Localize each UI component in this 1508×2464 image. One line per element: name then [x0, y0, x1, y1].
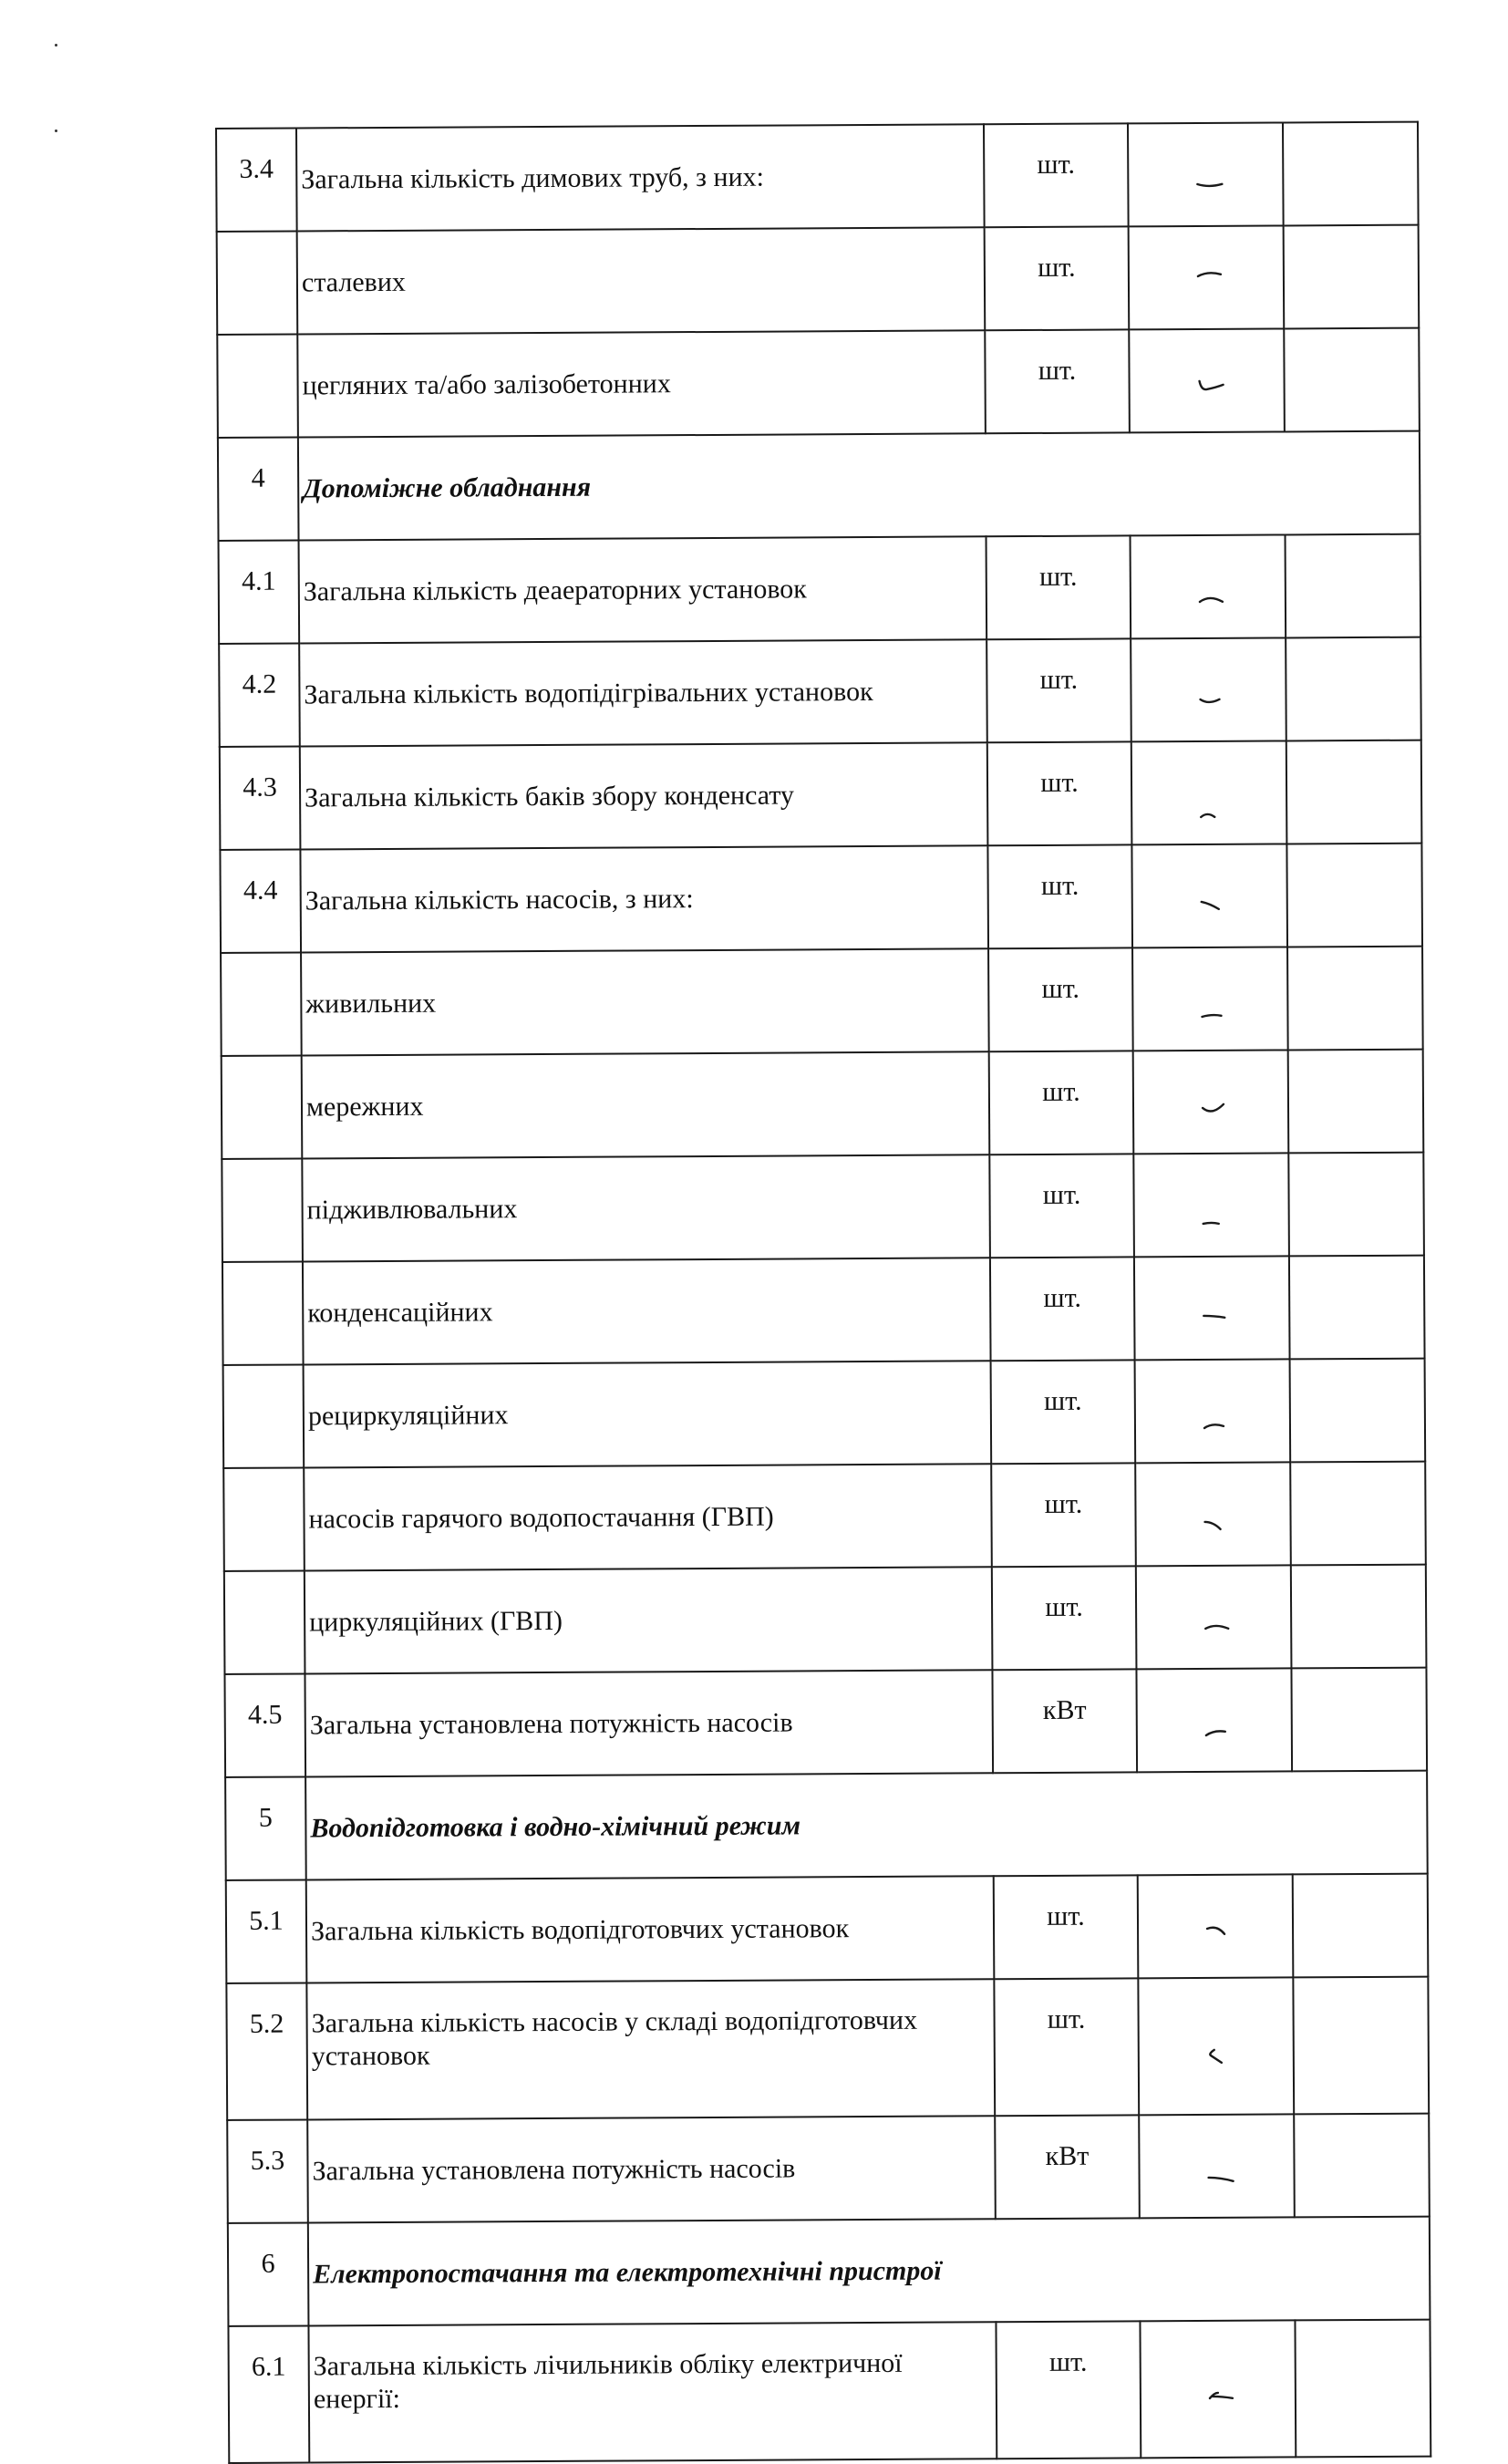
- empty-cell: [1287, 947, 1423, 1051]
- row-number: 5.2: [226, 1983, 307, 2119]
- value-cell: [1136, 1565, 1292, 1669]
- value-cell: [1139, 2114, 1295, 2218]
- table-row: [220, 740, 1422, 850]
- row-number: 4.3: [220, 746, 301, 849]
- row-unit: шт.: [986, 638, 1131, 742]
- dash-mark-icon: [1207, 2389, 1244, 2407]
- row-description: мережних: [302, 1051, 990, 1158]
- dash-mark-icon: [1197, 693, 1234, 711]
- table-row: [228, 2320, 1431, 2463]
- row-unit: шт.: [991, 1360, 1136, 1464]
- equipment-table: [215, 121, 1431, 2464]
- section-title: Водопідготовка і водно-хімічний режим: [305, 1771, 1428, 1880]
- row-description: рециркуляційних: [304, 1361, 992, 1467]
- row-unit: шт.: [989, 1154, 1134, 1258]
- section-number: 6: [228, 2222, 309, 2325]
- empty-cell: [1293, 1874, 1429, 1978]
- value-cell: [1131, 740, 1287, 844]
- row-description: Загальна кількість водопідготовчих установок: [306, 1876, 995, 1983]
- dash-mark-icon: [1201, 1216, 1237, 1234]
- row-unit: кВт: [992, 1669, 1137, 1773]
- table-row: [224, 1668, 1427, 1777]
- empty-cell: [1291, 1565, 1427, 1669]
- row-unit: шт.: [990, 1257, 1135, 1361]
- row-number: [223, 1467, 305, 1570]
- value-cell: [1131, 844, 1287, 947]
- value-cell: [1138, 1874, 1294, 1978]
- dash-mark-icon: [1195, 268, 1232, 286]
- value-cell: [1132, 947, 1288, 1051]
- dash-mark-icon: [1199, 897, 1235, 916]
- row-description: Загальна кількість димових труб, з них:: [296, 124, 985, 231]
- section-row: [218, 431, 1420, 541]
- table-row: [226, 1977, 1429, 2120]
- row-description: Загальна кількість баків збору конденсату: [300, 742, 988, 849]
- row-description: насосів гарячого водопостачання (ГВП): [304, 1464, 992, 1570]
- dash-mark-icon: [1200, 1102, 1236, 1120]
- row-description: сталевих: [297, 227, 986, 334]
- empty-cell: [1288, 1153, 1424, 1257]
- row-number: 5.3: [227, 2119, 308, 2222]
- row-number: 4.2: [219, 643, 300, 746]
- value-cell: [1128, 122, 1284, 226]
- table-row: [220, 844, 1422, 953]
- row-number: [223, 1364, 305, 1467]
- row-unit: шт.: [985, 226, 1130, 330]
- dash-mark-icon: [1204, 1922, 1241, 1941]
- empty-cell: [1284, 328, 1420, 432]
- row-number: [222, 1055, 303, 1158]
- scan-speck: [55, 44, 57, 47]
- table-row: [222, 1256, 1425, 1365]
- table-row: [217, 225, 1420, 335]
- row-description: Загальна кількість деаераторних установок: [299, 536, 987, 643]
- value-cell: [1134, 1256, 1290, 1360]
- value-cell: [1133, 1050, 1289, 1154]
- dash-mark-icon: [1194, 178, 1231, 196]
- empty-cell: [1289, 1256, 1425, 1360]
- row-unit: шт.: [996, 2321, 1141, 2459]
- value-cell: [1135, 1359, 1291, 1463]
- value-cell: [1131, 534, 1286, 638]
- row-number: [224, 1570, 305, 1673]
- row-number: 4.5: [224, 1673, 305, 1776]
- empty-cell: [1283, 122, 1419, 226]
- row-description: Загальна кількість водопідігрівальних установок: [299, 639, 987, 746]
- row-number: [217, 232, 298, 335]
- row-unit: шт.: [991, 1463, 1136, 1567]
- empty-cell: [1284, 225, 1420, 329]
- table-row: [219, 534, 1421, 644]
- row-unit: кВт: [995, 2115, 1140, 2219]
- dash-mark-icon: [1202, 1418, 1238, 1436]
- empty-cell: [1294, 2114, 1430, 2218]
- table-row: [226, 1874, 1429, 1983]
- table-row: [227, 2114, 1430, 2223]
- value-cell: [1131, 637, 1286, 741]
- empty-cell: [1290, 1359, 1426, 1463]
- row-number: 3.4: [216, 129, 297, 232]
- empty-cell: [1286, 740, 1422, 844]
- section-title: Допоміжне обладнання: [298, 431, 1420, 541]
- value-cell: [1133, 1153, 1289, 1257]
- table-row: [222, 1050, 1424, 1159]
- row-unit: шт.: [984, 123, 1129, 227]
- table-row: [216, 122, 1419, 232]
- row-number: [217, 334, 298, 437]
- table-row: [222, 1153, 1424, 1262]
- section-number: 5: [225, 1776, 306, 1879]
- value-cell: [1129, 328, 1285, 432]
- value-cell: [1129, 225, 1285, 329]
- form-sheet: [215, 121, 1430, 2464]
- empty-cell: [1288, 1050, 1424, 1154]
- empty-cell: [1286, 534, 1421, 638]
- dash-mark-icon: [1203, 1620, 1239, 1639]
- empty-cell: [1295, 2320, 1431, 2458]
- row-unit: шт.: [989, 1051, 1134, 1154]
- row-unit: шт.: [985, 329, 1130, 433]
- row-unit: шт.: [987, 741, 1132, 845]
- section-row: [225, 1771, 1428, 1880]
- row-unit: шт.: [994, 1978, 1139, 2116]
- dash-mark-icon: [1199, 1008, 1235, 1026]
- table-row: [223, 1359, 1426, 1468]
- empty-cell: [1290, 1462, 1426, 1566]
- table-row: [221, 947, 1423, 1056]
- empty-cell: [1293, 1977, 1429, 2115]
- dash-mark-icon: [1201, 1310, 1237, 1328]
- row-description: підживлювальних: [302, 1154, 990, 1261]
- row-description: циркуляційних (ГВП): [305, 1567, 993, 1673]
- table-row: [224, 1565, 1427, 1674]
- dash-mark-icon: [1196, 378, 1233, 397]
- table-row: [217, 328, 1420, 438]
- row-description: Загальна кількість насосів у складі водопідготовчих установок: [306, 1979, 995, 2119]
- empty-cell: [1291, 1668, 1427, 1772]
- row-unit: шт.: [986, 535, 1131, 639]
- row-unit: шт.: [987, 844, 1132, 948]
- row-description: Загальна установлена потужність насосів: [305, 1670, 993, 1776]
- row-number: 6.1: [228, 2325, 309, 2462]
- row-number: [221, 952, 302, 1055]
- value-cell: [1136, 1668, 1292, 1772]
- row-description: Загальна установлена потужність насосів: [307, 2116, 996, 2222]
- dash-mark-icon: [1203, 1725, 1240, 1744]
- row-description: живильних: [301, 948, 989, 1055]
- row-description: Загальна кількість насосів, з них:: [300, 845, 988, 952]
- row-number: 5.1: [226, 1879, 307, 1983]
- dash-mark-icon: [1197, 592, 1234, 610]
- dash-mark-icon: [1205, 2048, 1242, 2066]
- row-description: конденсаційних: [303, 1258, 991, 1364]
- section-number: 4: [218, 437, 299, 540]
- row-number: [222, 1261, 304, 1364]
- section-row: [228, 2217, 1431, 2326]
- value-cell: [1138, 1977, 1294, 2115]
- value-cell: [1135, 1462, 1291, 1566]
- empty-cell: [1286, 637, 1421, 741]
- row-unit: шт.: [988, 947, 1133, 1051]
- row-unit: шт.: [994, 1875, 1139, 1979]
- row-unit: шт.: [992, 1566, 1137, 1670]
- dash-mark-icon: [1206, 2171, 1243, 2190]
- dash-mark-icon: [1203, 1517, 1239, 1536]
- dash-mark-icon: [1198, 809, 1234, 827]
- empty-cell: [1286, 844, 1422, 947]
- value-cell: [1140, 2320, 1296, 2458]
- section-title: Електропостачання та електротехнічні пристрої: [308, 2217, 1431, 2326]
- row-number: [222, 1158, 303, 1261]
- row-description: Загальна кількість лічильників обліку електричної енергії:: [308, 2322, 997, 2462]
- table-row: [223, 1462, 1426, 1571]
- table-row: [219, 637, 1421, 747]
- scan-speck: [55, 129, 57, 132]
- row-number: 4.1: [219, 540, 300, 643]
- row-number: 4.4: [220, 849, 301, 952]
- row-description: цегляних та/або залізобетонних: [297, 330, 986, 437]
